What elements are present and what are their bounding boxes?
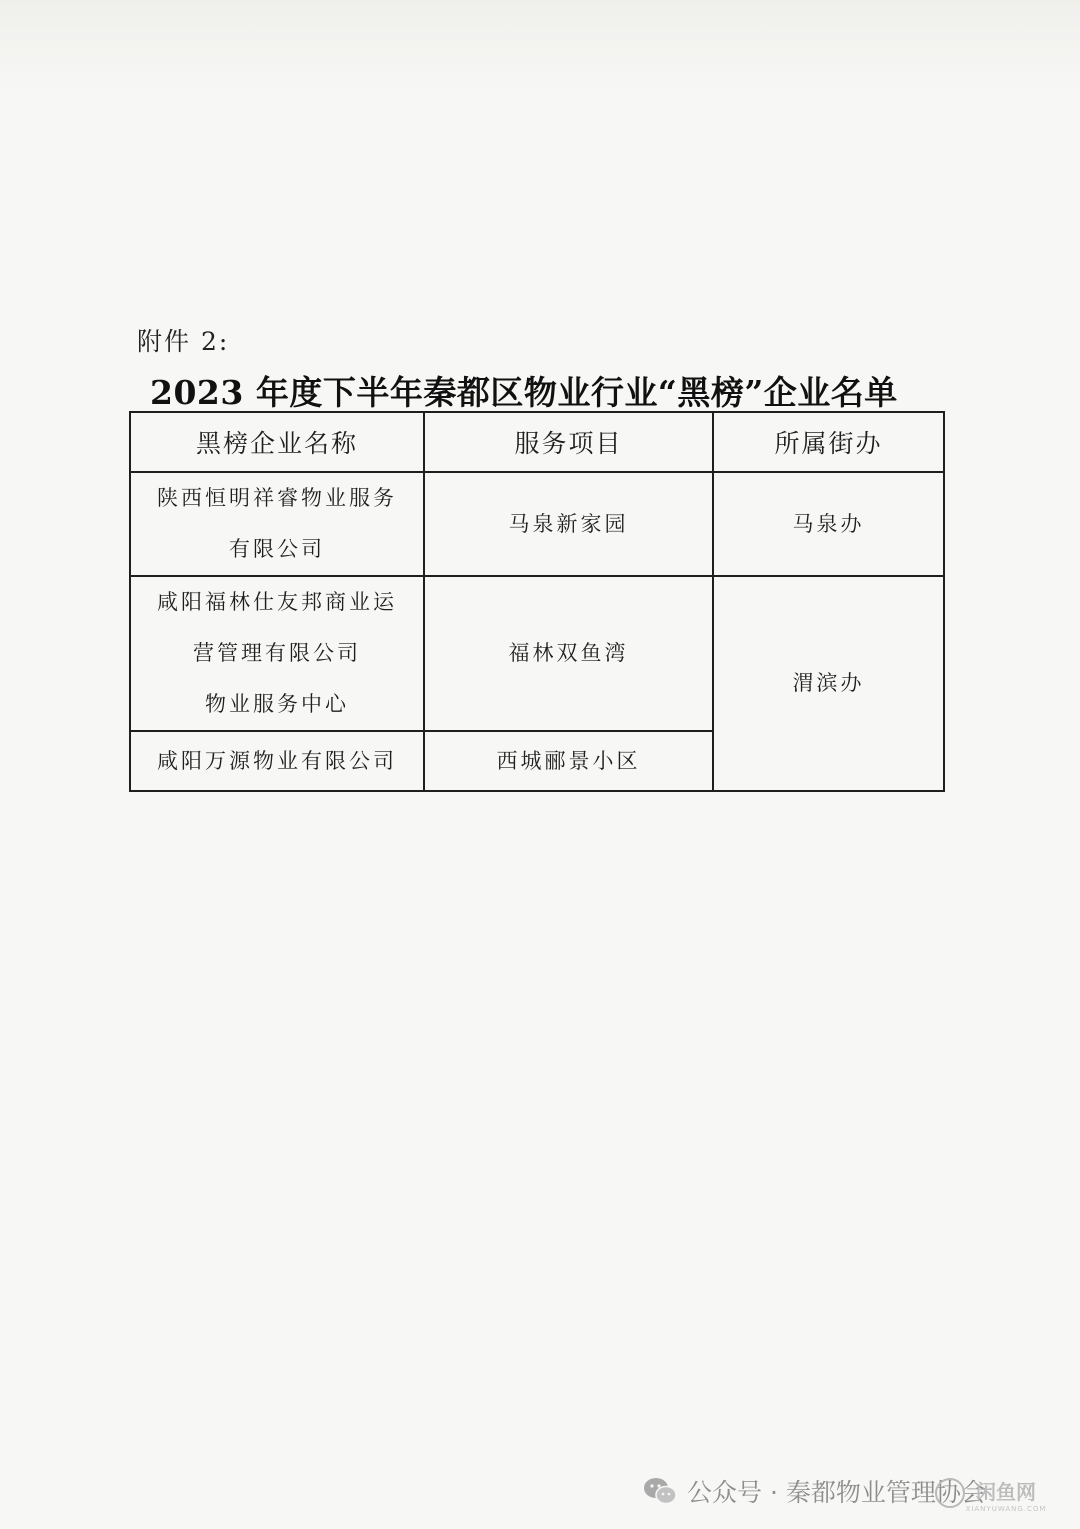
- company-cell: [130, 576, 424, 731]
- wechat-icon: [643, 1476, 677, 1506]
- wechat-account-name: 公众号 · 秦都物业管理协会: [687, 1478, 986, 1507]
- header-company: 黑榜企业名称: [130, 412, 424, 472]
- watermark-text: 闲鱼网: [976, 1479, 1036, 1504]
- office-cell: 渭滨办: [713, 576, 944, 791]
- scan-edge: [0, 0, 1080, 90]
- watermark-logo-icon: [935, 1478, 965, 1508]
- watermark-subtext: XIANYUWANG.COM: [965, 1504, 1047, 1513]
- company-line: 有限公司: [229, 537, 325, 561]
- company-cell: [130, 731, 424, 791]
- site-watermark: [935, 1474, 1055, 1514]
- table-header-row: [130, 412, 944, 472]
- attachment-label: 附件 2:: [137, 327, 230, 356]
- company-line: 咸阳福林仕友邦商业运: [157, 590, 397, 614]
- company-cell: [130, 472, 424, 576]
- header-office: 所属街办: [713, 412, 944, 472]
- company-line: 陕西恒明祥睿物业服务: [157, 486, 397, 510]
- table-row: [130, 576, 944, 731]
- company-line: 营管理有限公司: [193, 641, 361, 665]
- office-cell: 马泉办: [713, 472, 944, 576]
- project-cell: 西城郦景小区: [424, 731, 713, 791]
- document-title: 2023 年度下半年秦都区物业行业“黑榜”企业名单: [150, 373, 898, 412]
- company-line: 咸阳万源物业有限公司: [157, 748, 397, 773]
- project-cell: 福林双鱼湾: [424, 576, 713, 731]
- project-cell: 马泉新家园: [424, 472, 713, 576]
- header-project: 服务项目: [424, 412, 713, 472]
- table-row: [130, 472, 944, 576]
- blacklist-table: [129, 411, 945, 792]
- company-line: 物业服务中心: [205, 692, 349, 716]
